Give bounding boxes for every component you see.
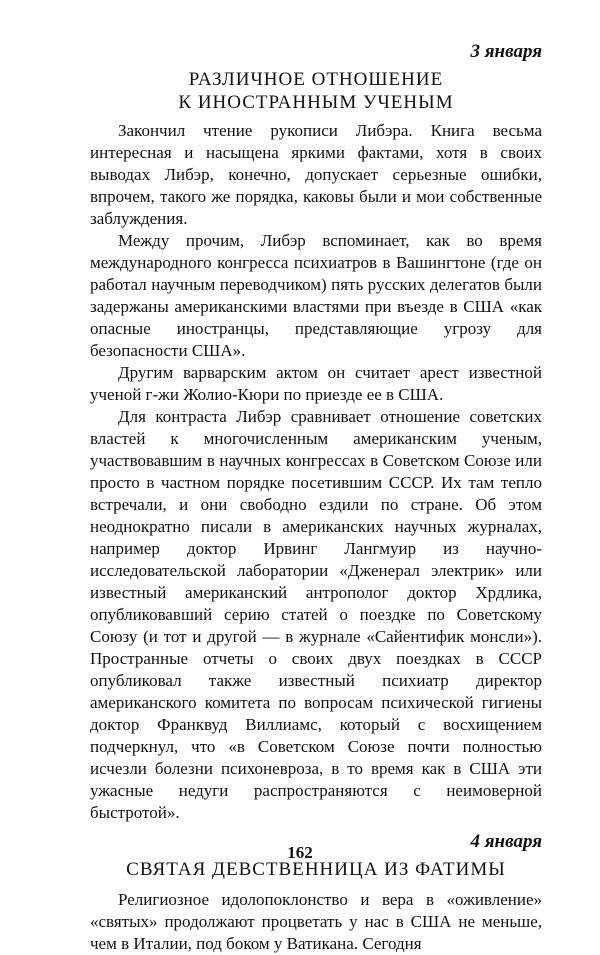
paragraph: Между прочим, Либэр вспоминает, как во время международного конгресса психиатров в Вашингтоне (где он работал научным переводчиком) пять русских делегатов были задержаны американскими властями при въезде в США «как опасные иностранцы, представляющие угрозу для безопасности США». [90,231,542,360]
page-number: 162 [287,843,313,862]
paragraph: Другим варварским актом он считает арест известной ученой г-жи Жолио-Кюри по приезде ее в США. [90,363,542,404]
paragraph: Закончил чтение рукописи Либэра. Книга весьма интересная и насыщена яркими фактами, хотя в своих выводах Либэр, конечно, допускает серьезные ошибки, впрочем, такого же порядка, каковы были и мои собственные заблуждения. [90,121,542,228]
section-title-line: К ИНОСТРАННЫМ УЧЕНЫМ [178,92,454,113]
paragraph: Для контраста Либэр сравнивает отношение советских властей к многочисленным американским ученым, участвовавшим в научных конгрессах в Советском Союзе или просто в частном порядке посетившим СССР. Их там тепло встречали, и они свободно ездили по стране. Об этом неоднократно писали в американских научных журналах, например доктор Ирвинг Лангмуир из научно-исследовательской лаборатории «Дженерал электрик» или известный американский антрополог доктор Хрдлика, опубликовавший серию статей о поездке по Советскому Союзу (и тот и другой — в журнале «Сайентифик монсли»). Пространные отчеты о своих двух поездках в СССР опубликовал также известный психиатр директор американского комитета по вопросам психической гигиены доктор Франквуд Виллиамс, который с восхищением подчеркнул, что «в Советском Союзе почти полностью исчезли болезни психоневроза, в то время как в США эти ужасные недуги распространяются с неимоверной быстротой». [90,407,542,822]
paragraph: Религиозное идолопоклонство и вера в «оживление» «святых» продолжают процветать у нас в США не меньше, чем в Италии, под боком у Ватикана. Сегодня [90,890,542,953]
section-title: СВЯТАЯ ДЕВСТВЕННИЦА ИЗ ФАТИМЫ [126,859,506,880]
entry-date: 3 января [470,41,542,62]
entry-date: 4 января [470,831,542,852]
section-title [90,68,542,114]
section-title-line: РАЗЛИЧНОЕ ОТНОШЕНИЕ [188,69,444,90]
